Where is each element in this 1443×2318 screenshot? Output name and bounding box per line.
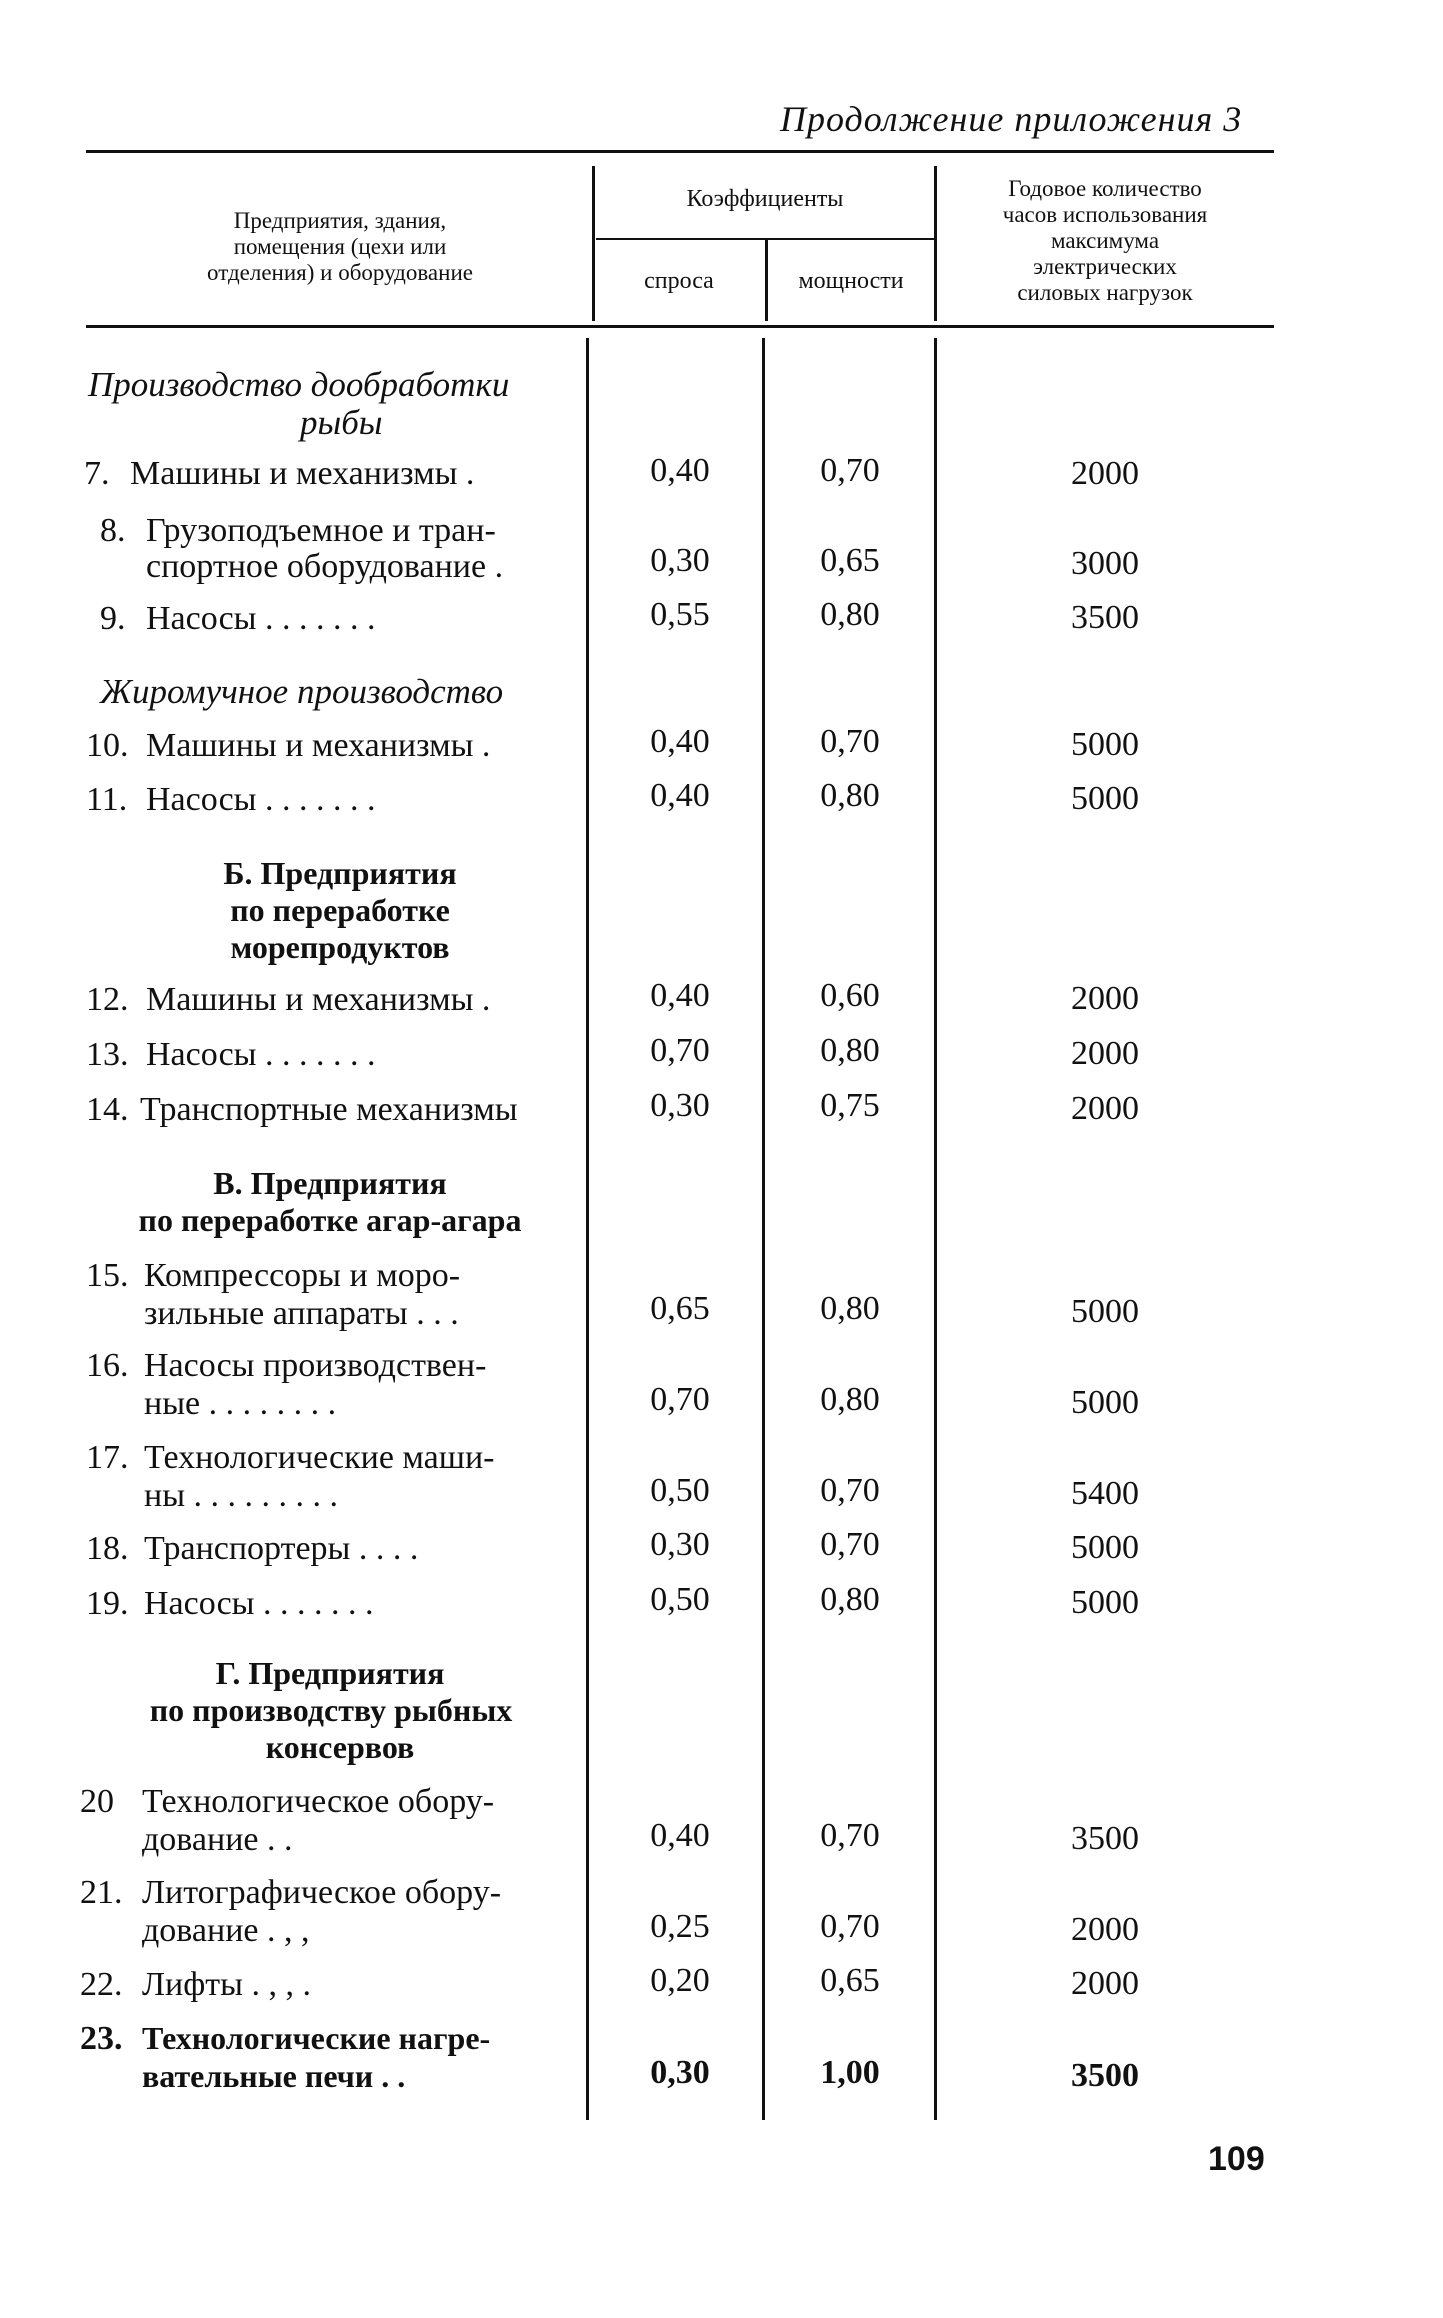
hours-value: 2000 (1071, 1035, 1139, 1072)
row-number: 19. (86, 1585, 129, 1622)
power-value: 0,70 (820, 723, 880, 760)
header-enterprise-line: помещения (цехи или (233, 234, 447, 259)
demand-value: 0,40 (650, 452, 710, 489)
header-enterprise (120, 208, 560, 286)
demand-value: 0,70 (650, 1032, 710, 1069)
section-heading: по производству рыбных (149, 1692, 513, 1728)
row-number: 10. (86, 727, 129, 764)
column-divider-3-body (934, 338, 937, 2120)
header-hours-line: часов использования (1002, 202, 1208, 227)
power-value: 0,80 (820, 1032, 880, 1069)
header-enterprise-line: отделения) и оборудование (207, 260, 473, 285)
demand-value: 0,40 (650, 723, 710, 760)
hours-value: 5400 (1071, 1475, 1139, 1512)
power-value: 0,65 (820, 542, 880, 579)
section-heading: Б. Предприятия (223, 855, 457, 891)
demand-value: 0,30 (650, 1526, 710, 1563)
header-hours-line: электрических (1033, 254, 1177, 279)
header-coefficients: Коэффициенты (686, 186, 844, 212)
header-hours-line: Годовое количество (1008, 176, 1202, 201)
hours-value: 3500 (1071, 2057, 1139, 2094)
hours-value: 5000 (1071, 1293, 1139, 1330)
power-value: 0,80 (820, 777, 880, 814)
section-heading: по переработке агар-агара (138, 1202, 522, 1238)
row-label: Компрессоры и моро- (144, 1257, 461, 1294)
row-number: 23. (80, 2020, 123, 2057)
row-number: 14. (86, 1091, 129, 1128)
power-value: 0,80 (820, 1581, 880, 1618)
row-label: дование . . (142, 1821, 293, 1858)
power-value: 0,70 (820, 452, 880, 489)
demand-value: 0,20 (650, 1962, 710, 1999)
power-value: 0,70 (820, 1526, 880, 1563)
row-label: зильные аппараты . . . (144, 1295, 459, 1332)
hours-value: 2000 (1071, 980, 1139, 1017)
header-hours (940, 176, 1270, 306)
row-label: Транспортеры . . . . (144, 1530, 419, 1567)
row-label: Насосы производствен- (144, 1347, 487, 1384)
header-demand: спроса (644, 268, 714, 294)
power-value: 0,80 (820, 1381, 880, 1418)
row-number: 12. (86, 981, 129, 1018)
table-top-rule (86, 150, 1274, 153)
section-heading: морепродуктов (230, 929, 450, 965)
row-number: 22. (80, 1966, 123, 2003)
header-power: мощности (798, 268, 904, 294)
column-divider-1 (592, 166, 595, 321)
demand-value: 0,55 (650, 596, 710, 633)
column-divider-1-body (586, 338, 589, 2120)
hours-value: 2000 (1071, 1090, 1139, 1127)
row-number: 8. (100, 512, 126, 549)
demand-value: 0,40 (650, 1817, 710, 1854)
power-value: 0,60 (820, 977, 880, 1014)
row-label: Технологические маши- (144, 1439, 495, 1476)
power-value: 0,75 (820, 1087, 880, 1124)
demand-value: 0,30 (650, 542, 710, 579)
row-label: Грузоподъемное и тран- (146, 512, 496, 549)
hours-value: 5000 (1071, 726, 1139, 763)
row-number: 18. (86, 1530, 129, 1567)
power-value: 0,65 (820, 1962, 880, 1999)
hours-value: 3500 (1071, 1820, 1139, 1857)
row-number: 11. (86, 781, 128, 818)
hours-value: 5000 (1071, 780, 1139, 817)
section-heading: консервов (265, 1729, 415, 1765)
row-label: ны . . . . . . . . . (144, 1477, 339, 1514)
demand-value: 0,50 (650, 1581, 710, 1618)
row-label: спортное оборудование . (146, 548, 504, 585)
row-label: Насосы . . . . . . . (146, 600, 376, 637)
header-bottom-rule (86, 325, 1274, 328)
power-value: 0,70 (820, 1472, 880, 1509)
demand-value: 0,25 (650, 1908, 710, 1945)
power-value: 0,70 (820, 1908, 880, 1945)
header-enterprise-line: Предприятия, здания, (233, 208, 447, 233)
row-label: Машины и механизмы . (146, 727, 491, 764)
row-number: 9. (100, 600, 126, 637)
hours-value: 5000 (1071, 1584, 1139, 1621)
column-divider-3 (934, 166, 937, 321)
row-label: Литографическое обору- (142, 1874, 502, 1911)
power-value: 1,00 (820, 2054, 880, 2091)
power-value: 0,70 (820, 1817, 880, 1854)
section-title: Производство дообработки (88, 365, 510, 404)
demand-value: 0,65 (650, 1290, 710, 1327)
row-label: Технологическое обору- (142, 1783, 495, 1820)
header-hours-line: силовых нагрузок (1017, 280, 1193, 305)
hours-value: 2000 (1071, 1911, 1139, 1948)
power-value: 0,80 (820, 1290, 880, 1327)
demand-value: 0,30 (650, 1087, 710, 1124)
row-number: 7. (84, 455, 110, 492)
section-heading: Г. Предприятия (215, 1655, 445, 1691)
row-number: 17. (86, 1439, 129, 1476)
power-value: 0,80 (820, 596, 880, 633)
column-divider-2-body (762, 338, 765, 2120)
row-label: ные . . . . . . . . (144, 1385, 337, 1422)
page-number: 109 (1208, 2140, 1265, 2178)
demand-value: 0,30 (650, 2054, 710, 2091)
hours-value: 5000 (1071, 1384, 1139, 1421)
hours-value: 2000 (1071, 1965, 1139, 2002)
row-label: Насосы . . . . . . . (146, 1036, 376, 1073)
row-label: Насосы . . . . . . . (146, 781, 376, 818)
row-number: 15. (86, 1257, 129, 1294)
row-number: 20 (80, 1783, 114, 1820)
row-number: 13. (86, 1036, 129, 1073)
demand-value: 0,70 (650, 1381, 710, 1418)
row-label: Машины и механизмы . (130, 455, 475, 492)
header-hours-line: максимума (1050, 228, 1160, 253)
row-label: Машины и механизмы . (146, 981, 491, 1018)
row-label: Насосы . . . . . . . (144, 1585, 374, 1622)
row-label: дование . , , (142, 1912, 310, 1949)
section-title: рыбы (300, 403, 383, 442)
row-label: вательные печи . . (142, 2058, 406, 2094)
hours-value: 3500 (1071, 599, 1139, 636)
running-head: Продолжение приложения 3 (780, 99, 1243, 139)
hours-value: 3000 (1071, 545, 1139, 582)
demand-value: 0,50 (650, 1472, 710, 1509)
hours-value: 5000 (1071, 1529, 1139, 1566)
section-title: Жиромучное производство (100, 672, 504, 711)
row-number: 21. (80, 1874, 123, 1911)
row-label: Транспортные механизмы (140, 1091, 518, 1128)
demand-value: 0,40 (650, 977, 710, 1014)
row-number: 16. (86, 1347, 129, 1384)
demand-value: 0,40 (650, 777, 710, 814)
hours-value: 2000 (1071, 455, 1139, 492)
section-heading: В. Предприятия (213, 1165, 447, 1201)
section-heading: по переработке (230, 892, 450, 928)
row-label: Лифты . , , . (142, 1966, 311, 2003)
row-label: Технологические нагре- (142, 2020, 491, 2056)
